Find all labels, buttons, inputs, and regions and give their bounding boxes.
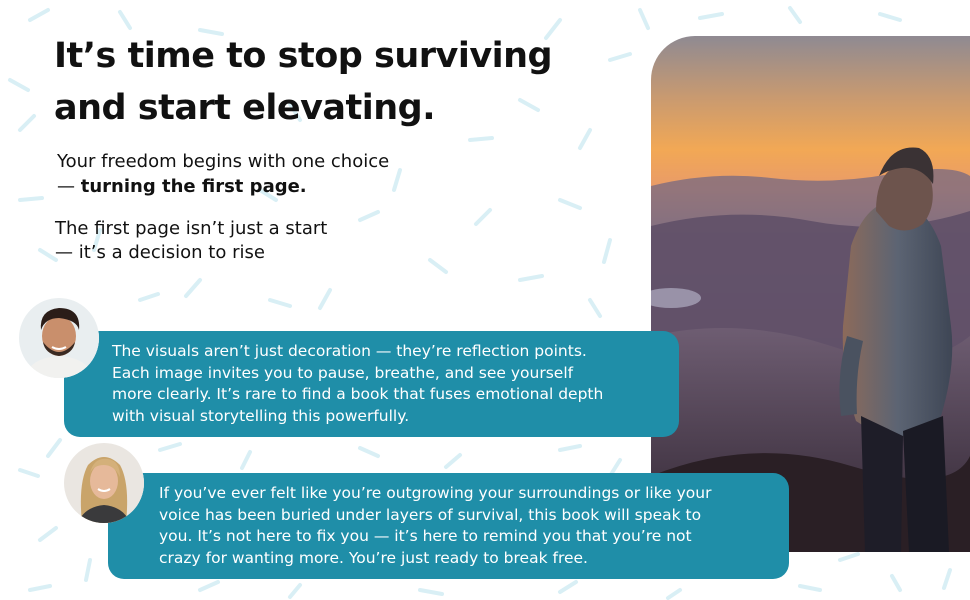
testimonial-1-line-4: with visual storytelling this powerfully. xyxy=(112,406,410,425)
intro-bold-phrase: turning the first page. xyxy=(80,176,307,197)
testimonial-2-line-1: If you’ve ever felt like you’re outgrowing your surroundings or like your xyxy=(159,484,712,502)
headline xyxy=(54,30,552,134)
intro-text xyxy=(57,149,389,199)
testimonial-2-line-4: crazy for wanting more. You’re just ready to break free. xyxy=(159,548,588,567)
intro-line-1: Your freedom begins with one choice xyxy=(57,151,390,172)
headline-line-2: and start elevating. xyxy=(54,88,436,128)
statement-text xyxy=(55,217,327,265)
statement-line-2: — it’s a decision to rise xyxy=(55,242,265,263)
testimonial-1-line-2: Each image invites you to pause, breathe, and see yourself xyxy=(112,363,574,382)
headline-line-1: It’s time to stop surviving xyxy=(54,36,553,76)
testimonial-2-line-3: you. It’s not here to fix you — it’s here to remind you that you’re not xyxy=(159,527,692,545)
testimonial-bubble-1 xyxy=(64,331,679,437)
intro-dash: — xyxy=(57,176,81,197)
testimonial-1-line-3: more clearly. It’s rare to find a book that fuses emotional depth xyxy=(112,385,604,403)
woman-avatar-icon xyxy=(64,443,144,523)
testimonial-2-line-2: voice has been buried under layers of survival, this book will speak to xyxy=(159,505,702,524)
intro-line-2 xyxy=(57,174,389,199)
testimonial-bubble-2 xyxy=(108,473,789,579)
testimonial-1-line-1: The visuals aren’t just decoration — they’re reflection points. xyxy=(112,342,587,360)
statement-line-1: The first page isn’t just a start xyxy=(55,218,328,239)
man-avatar-icon xyxy=(19,298,99,378)
